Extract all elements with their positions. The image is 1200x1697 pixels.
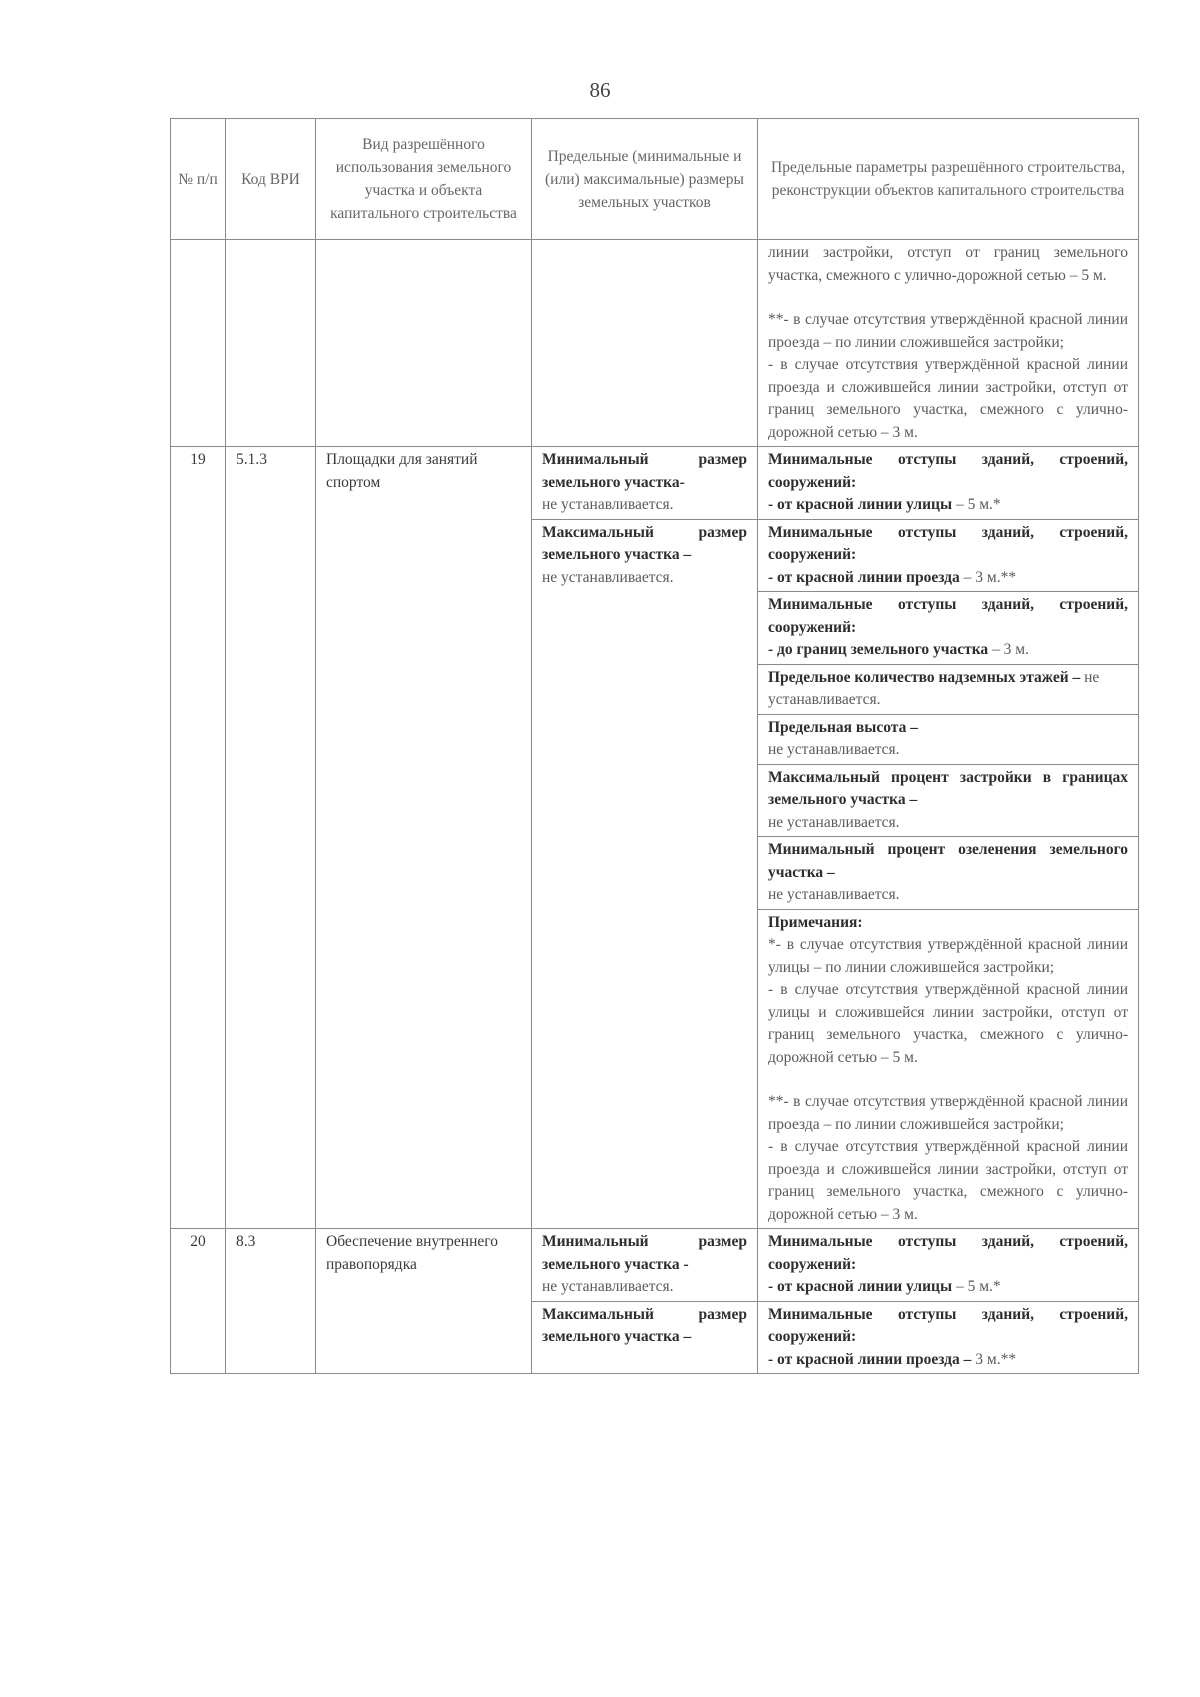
- param-offset-plot-border: Минимальные отступы зданий, строений, сооружений: - до границ земельного участка – 3 м.: [758, 592, 1139, 665]
- note-4: - в случае отсутствия утверждённой красной линии проезда и сложившейся линии застройки, отступ от границ земельного участка, смежного с улично-дорожной сетью – 3 м.: [768, 1138, 1128, 1223]
- row-use-name: Обеспечение внутреннего правопорядка: [316, 1229, 532, 1374]
- header-plot-sizes: Предельные (минимальные и (или) максимальные) размеры земельных участков: [532, 119, 758, 240]
- zoning-parameters-table: [170, 118, 1139, 1374]
- page-number: 86: [589, 78, 611, 102]
- notes: [758, 909, 1139, 1229]
- row-number: 20: [171, 1229, 226, 1374]
- param-floors: Предельное количество надземных этажей – не устанавливается.: [758, 664, 1139, 714]
- note-1: *- в случае отсутствия утверждённой красной линии улицы – по линии сложившейся застройки;: [768, 936, 1128, 976]
- min-plot-size: Минимальный размер земельного участка- не устанавливается.: [532, 447, 758, 520]
- table-row-20: [171, 1229, 1139, 1302]
- param-offset-passage: Минимальные отступы зданий, строений, сооружений: - от красной линии проезда – 3 м.**: [758, 1301, 1139, 1374]
- min-plot-size: Минимальный размер земельного участка - не устанавливается.: [532, 1229, 758, 1302]
- row-code: 8.3: [226, 1229, 316, 1374]
- param-offset-street: Минимальные отступы зданий, строений, сооружений: - от красной линии улицы – 5 м.*: [758, 1229, 1139, 1302]
- note-3: **- в случае отсутствия утверждённой красной линии проезда – по линии сложившейся застройки;: [768, 1093, 1128, 1133]
- row-number: 19: [171, 447, 226, 1229]
- param-offset-street: Минимальные отступы зданий, строений, сооружений: - от красной линии улицы – 5 м.*: [758, 447, 1139, 520]
- header-code: Код ВРИ: [226, 119, 316, 240]
- header-use-type: Вид разрешённого использования земельного участка и объекта капитального строительства: [316, 119, 532, 240]
- row-use-name: Площадки для занятий спортом: [316, 447, 532, 1229]
- param-min-greening: Минимальный процент озеленения земельного участка – не устанавливается.: [758, 837, 1139, 910]
- notes-title: Примечания:: [768, 913, 863, 931]
- table-header-row: [171, 119, 1139, 240]
- row-code: 5.1.3: [226, 447, 316, 1229]
- max-plot-size: Максимальный размер земельного участка – не устанавливается.: [532, 519, 758, 1229]
- param-offset-passage: Минимальные отступы зданий, строений, сооружений: - от красной линии проезда – 3 м.**: [758, 519, 1139, 592]
- param-height: Предельная высота – не устанавливается.: [758, 714, 1139, 764]
- header-number: № п/п: [171, 119, 226, 240]
- continuation-line-2: **- в случае отсутствия утверждённой красной линии проезда – по линии сложившейся застройки;: [768, 311, 1128, 351]
- continuation-line-1: линии застройки, отступ от границ земельного участка, смежного с улично-дорожной сетью – 5 м.: [768, 244, 1128, 284]
- continuation-line-3: - в случае отсутствия утверждённой красной линии проезда и сложившейся линии застройки, отступ от границ земельного участка, смежного с улично-дорожной сетью – 3 м.: [768, 356, 1128, 441]
- table-row-19: [171, 447, 1139, 520]
- table-row-continuation: [171, 240, 1139, 447]
- param-max-coverage: Максимальный процент застройки в границах земельного участка – не устанавливается.: [758, 764, 1139, 837]
- note-2: - в случае отсутствия утверждённой красной линии улицы и сложившейся линии застройки, отступ от границ земельного участка, смежного с улично-дорожной сетью – 5 м.: [768, 981, 1128, 1066]
- continuation-notes: [758, 240, 1139, 447]
- header-construction-params: Предельные параметры разрешённого строительства, реконструкции объектов капитального строительства: [758, 119, 1139, 240]
- max-plot-size: Максимальный размер земельного участка –: [532, 1301, 758, 1374]
